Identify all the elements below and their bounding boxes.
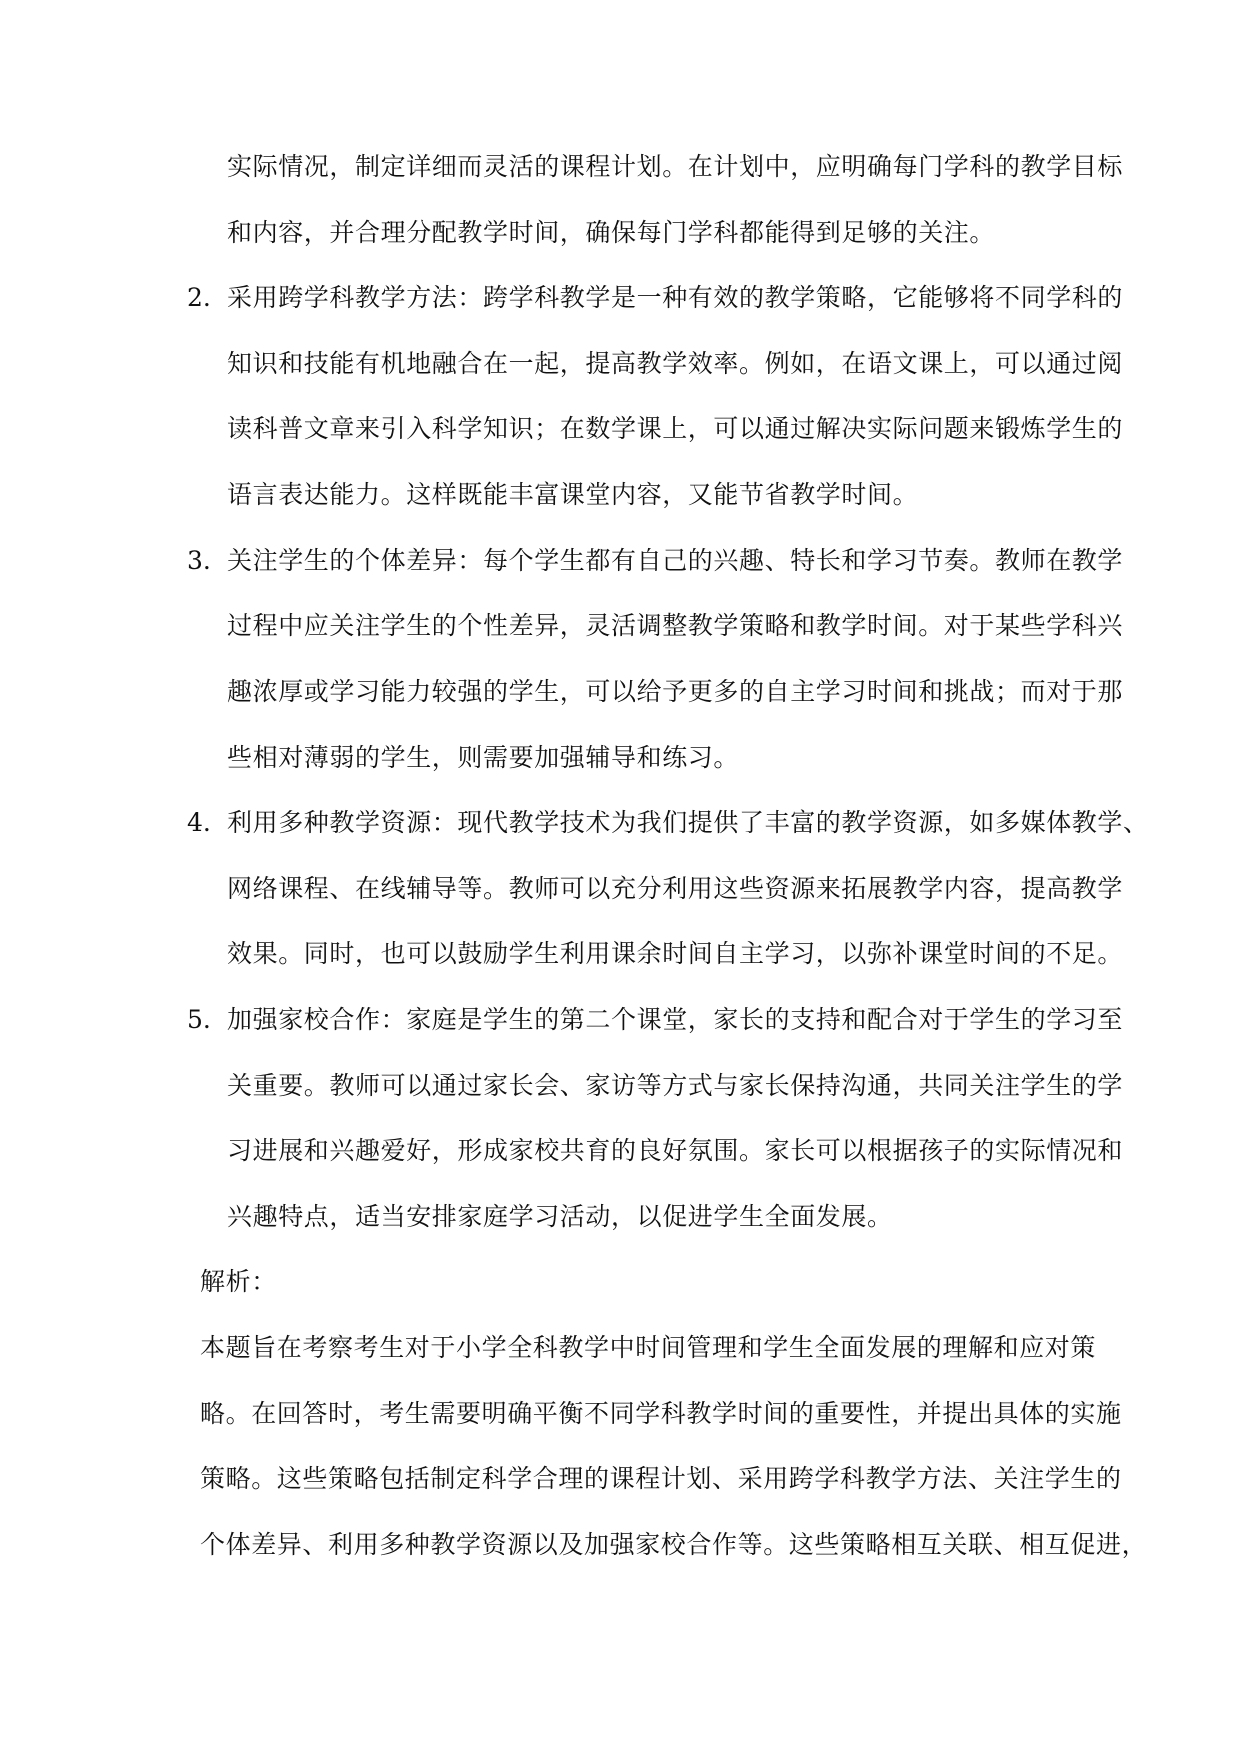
item-3-line-4: 些相对薄弱的学生，则需要加强辅导和练习。 <box>227 743 740 772</box>
item-2-line-2: 知识和技能有机地融合在一起，提高教学效率。例如，在语文课上，可以通过阅 <box>227 349 1124 378</box>
item-3-line-2: 过程中应关注学生的个性差异，灵活调整教学策略和教学时间。对于某些学科兴 <box>227 611 1124 640</box>
item-5-line-3: 习进展和兴趣爱好，形成家校共育的良好氛围。家长可以根据孩子的实际情况和 <box>227 1136 1124 1165</box>
item-3-line-3: 趣浓厚或学习能力较强的学生，可以给予更多的自主学习时间和挑战；而对于那 <box>227 677 1124 706</box>
item-5-line-2: 关重要。教师可以通过家长会、家访等方式与家长保持沟通，共同关注学生的学 <box>227 1071 1124 1100</box>
item-2-line-4: 语言表达能力。这样既能丰富课堂内容，又能节省教学时间。 <box>227 480 919 509</box>
item-3-number: 3. <box>187 546 211 575</box>
item-4-line-1: 利用多种教学资源：现代教学技术为我们提供了丰富的教学资源，如多媒体教学、 <box>227 808 1149 837</box>
continuation-line-1: 实际情况，制定详细而灵活的课程计划。在计划中，应明确每门学科的教学目标 <box>227 152 1124 181</box>
item-5-line-4: 兴趣特点，适当安排家庭学习活动，以促进学生全面发展。 <box>227 1202 893 1231</box>
analysis-line-1: 本题旨在考察考生对于小学全科教学中时间管理和学生全面发展的理解和应对策 <box>200 1333 1097 1362</box>
analysis-heading: 解析： <box>200 1267 277 1296</box>
item-5-number: 5. <box>187 1005 211 1034</box>
item-3-line-1: 关注学生的个体差异：每个学生都有自己的兴趣、特长和学习节奏。教师在教学 <box>227 546 1124 575</box>
analysis-line-4: 个体差异、利用多种教学资源以及加强家校合作等。这些策略相互关联、相互促进， <box>200 1530 1148 1559</box>
item-2-line-3: 读科普文章来引入科学知识；在数学课上，可以通过解决实际问题来锻炼学生的 <box>227 414 1124 443</box>
item-4-line-3: 效果。同时，也可以鼓励学生利用课余时间自主学习，以弥补课堂时间的不足。 <box>227 939 1124 968</box>
continuation-line-2: 和内容，并合理分配教学时间，确保每门学科都能得到足够的关注。 <box>227 218 996 247</box>
item-4-line-2: 网络课程、在线辅导等。教师可以充分利用这些资源来拓展教学内容，提高教学 <box>227 874 1124 903</box>
analysis-line-3: 策略。这些策略包括制定科学合理的课程计划、采用跨学科教学方法、关注学生的 <box>200 1464 1122 1493</box>
item-2-line-1: 采用跨学科教学方法：跨学科教学是一种有效的教学策略，它能够将不同学科的 <box>227 283 1124 312</box>
item-2-number: 2. <box>187 283 211 312</box>
analysis-line-2: 略。在回答时，考生需要明确平衡不同学科教学时间的重要性，并提出具体的实施 <box>200 1399 1122 1428</box>
item-5-line-1: 加强家校合作：家庭是学生的第二个课堂，家长的支持和配合对于学生的学习至 <box>227 1005 1124 1034</box>
item-4-number: 4. <box>187 808 211 837</box>
